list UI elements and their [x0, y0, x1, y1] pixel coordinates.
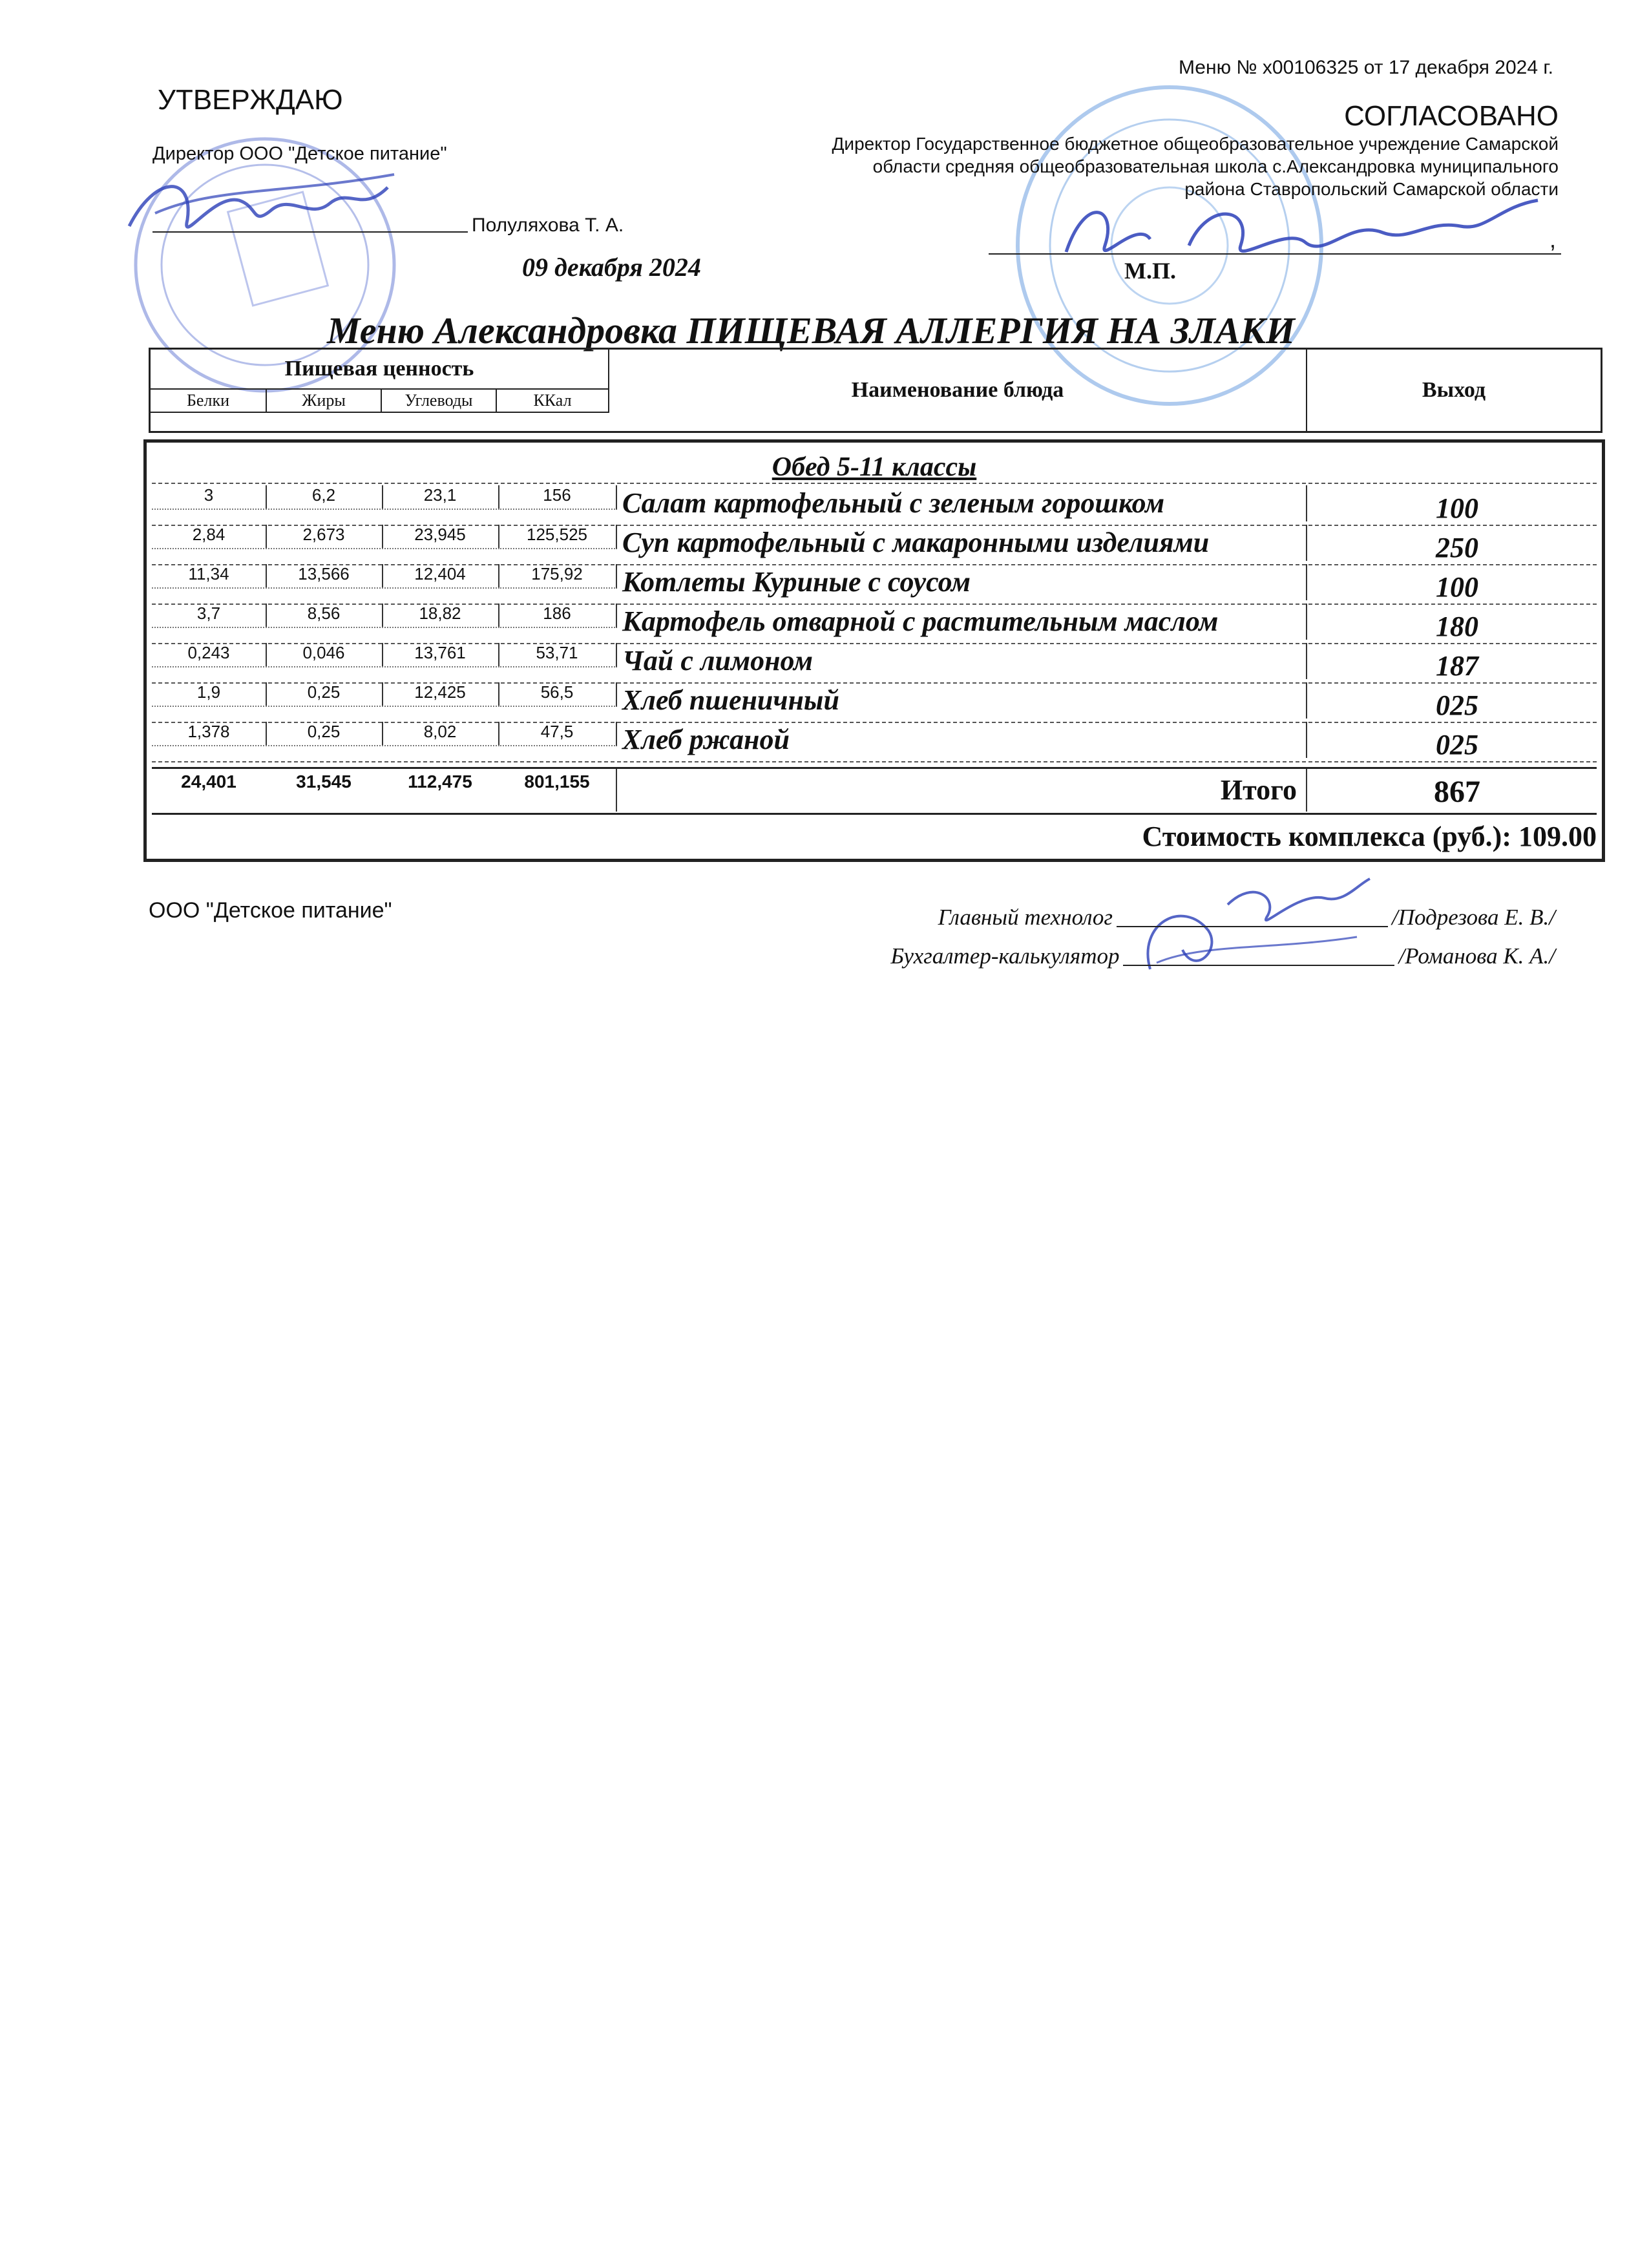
- dish-cell: Хлеб пшеничный: [616, 682, 1307, 719]
- approve-signature-line: [152, 231, 468, 233]
- accountant-name: /Романова К. А./: [1398, 943, 1555, 969]
- technologist-line: [1117, 926, 1388, 927]
- proteins-cell: 2,84: [152, 525, 267, 549]
- fats-cell: 6,2: [266, 485, 383, 510]
- technologist-signature: [938, 905, 1555, 930]
- yield-cell: 180: [1436, 611, 1478, 642]
- accountant-signature: [890, 943, 1555, 969]
- accountant-role: Бухгалтер-калькулятор: [890, 943, 1120, 969]
- technologist-role: Главный технолог: [938, 905, 1113, 930]
- fats-cell: 0,25: [266, 722, 383, 746]
- yield-cell: 187: [1436, 650, 1478, 682]
- agreed-signature-line: [989, 253, 1561, 255]
- proteins-cell: 3,7: [152, 604, 267, 628]
- nutrition-header: Пищевая ценность: [151, 350, 609, 390]
- total-fats: 31,545: [296, 772, 352, 792]
- dish-cell: Котлеты Куриные с соусом: [616, 564, 1307, 600]
- carbs-cell: 12,404: [382, 564, 499, 589]
- carbs-cell: 23,945: [382, 525, 499, 549]
- fats-header: Жиры: [267, 390, 382, 413]
- fats-cell: 2,673: [266, 525, 383, 549]
- yield-cell: 100: [1436, 571, 1478, 603]
- total-kcal: 801,155: [524, 772, 590, 792]
- page-title: Меню Александровка ПИЩЕВАЯ АЛЛЕРГИЯ НА ЗЛАКИ: [326, 310, 1296, 352]
- table-row: [152, 643, 1597, 684]
- approve-date: 09 декабря 2024: [522, 253, 701, 282]
- complex-cost: Стоимость комплекса (руб.): 109.00: [1142, 821, 1597, 852]
- table-row: [152, 485, 1597, 526]
- yield-cell: 100: [1436, 492, 1478, 524]
- stamp-place: М.П.: [1124, 258, 1176, 284]
- agreed-label: СОГЛАСОВАНО: [1344, 100, 1559, 132]
- kcal-cell: 125,525: [498, 525, 617, 549]
- table-row: [152, 525, 1597, 565]
- fats-cell: 0,046: [266, 643, 383, 667]
- signature-left: [116, 149, 414, 265]
- proteins-header: Белки: [151, 390, 267, 413]
- section-title-text: Обед 5-11 классы: [772, 452, 977, 482]
- menu-table: [143, 439, 1605, 862]
- column-header-table: [149, 348, 1602, 433]
- proteins-cell: 0,243: [152, 643, 267, 667]
- carbs-cell: 13,761: [382, 643, 499, 667]
- carbs-cell: 23,1: [382, 485, 499, 510]
- kcal-cell: 47,5: [498, 722, 617, 746]
- accountant-line: [1123, 965, 1394, 966]
- yield-cell: 025: [1436, 729, 1478, 761]
- carbs-cell: 12,425: [382, 682, 499, 707]
- yield-cell: 025: [1436, 689, 1478, 721]
- carbs-cell: 18,82: [382, 604, 499, 628]
- technologist-name: /Подрезова Е. В./: [1392, 905, 1555, 930]
- carbs-cell: 8,02: [382, 722, 499, 746]
- fats-cell: 8,56: [266, 604, 383, 628]
- total-yield: 867: [1434, 775, 1480, 809]
- carbs-header: Углеводы: [382, 390, 497, 413]
- kcal-cell: 186: [498, 604, 617, 628]
- fats-cell: 13,566: [266, 564, 383, 589]
- approve-role: Директор ООО "Детское питание": [152, 143, 447, 164]
- fats-cell: 0,25: [266, 682, 383, 707]
- yield-cell: 250: [1436, 532, 1478, 563]
- table-row: [152, 604, 1597, 644]
- dish-cell: Суп картофельный с макаронными изделиями: [616, 525, 1307, 561]
- footer-org: ООО "Детское питание": [149, 898, 392, 923]
- total-proteins: 24,401: [181, 772, 236, 792]
- section-title: [152, 452, 1597, 484]
- totals-row: [152, 767, 1597, 815]
- dish-cell: Хлеб ржаной: [616, 722, 1307, 758]
- kcal-cell: 56,5: [498, 682, 617, 707]
- agreed-role-line: района Ставропольский Самарской области: [1184, 179, 1559, 199]
- proteins-cell: 1,9: [152, 682, 267, 707]
- agreed-role-line: Директор Государственное бюджетное общеобразовательное учреждение Самарской: [832, 134, 1559, 154]
- kcal-cell: 175,92: [498, 564, 617, 589]
- dish-cell: Салат картофельный с зеленым горошком: [616, 485, 1307, 521]
- approve-label: УТВЕРЖДАЮ: [158, 84, 343, 116]
- proteins-cell: 1,378: [152, 722, 267, 746]
- table-row: [152, 682, 1597, 723]
- kcal-cell: 156: [498, 485, 617, 510]
- dish-header: Наименование блюда: [609, 350, 1307, 431]
- dish-cell: Чай с лимоном: [616, 643, 1307, 679]
- total-carbs: 112,475: [408, 772, 472, 792]
- agreed-role: [744, 132, 1559, 200]
- yield-header: Выход: [1422, 378, 1486, 402]
- total-label: Итого: [616, 769, 1307, 812]
- approve-name: Полуляхова Т. А.: [472, 215, 624, 236]
- kcal-cell: 53,71: [498, 643, 617, 667]
- agreed-role-line: области средняя общеобразовательная школа с.Александровка муниципального: [872, 156, 1559, 176]
- dish-cell: Картофель отварной с растительным маслом: [616, 604, 1307, 640]
- table-row: [152, 564, 1597, 605]
- menu-number: Меню № x00106325 от 17 декабря 2024 г.: [1178, 57, 1553, 78]
- proteins-cell: 3: [152, 485, 267, 510]
- proteins-cell: 11,34: [152, 564, 267, 589]
- agreed-comma: ,: [1549, 226, 1557, 253]
- kcal-header: ККал: [497, 390, 609, 413]
- table-row: [152, 722, 1597, 762]
